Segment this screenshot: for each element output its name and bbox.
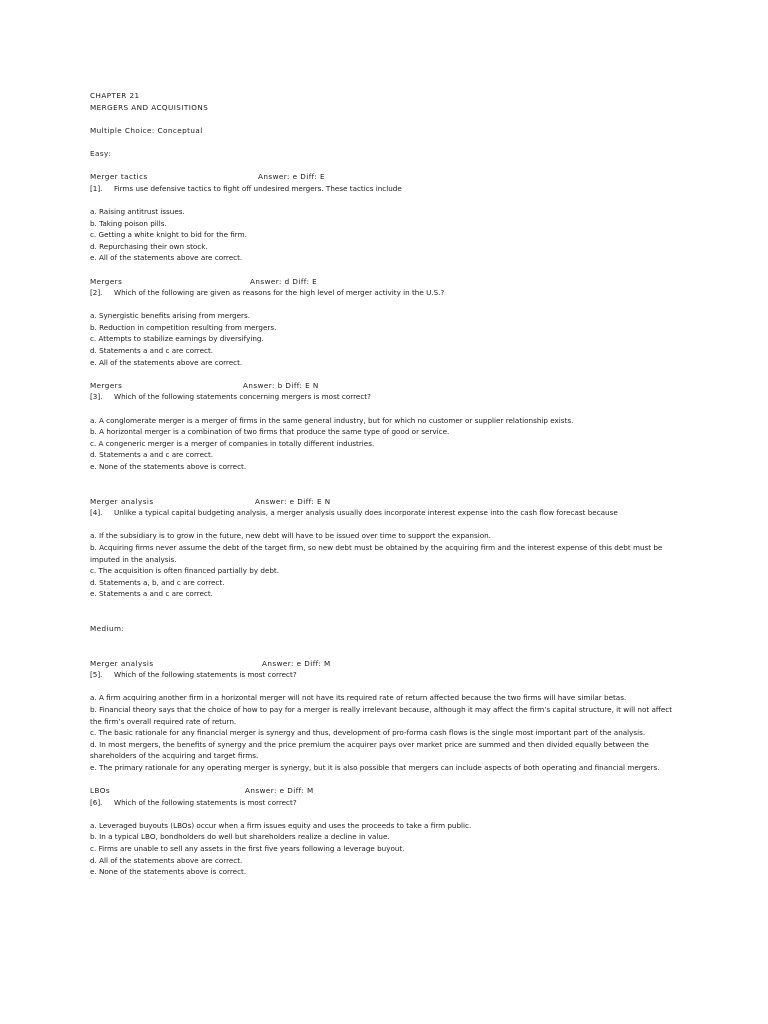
question-block <box>90 171 680 264</box>
answer-option: a. Leveraged buyouts (LBOs) occur when a firm issues equity and uses the proceeds to take a firm public. <box>90 820 472 830</box>
question-block <box>90 276 680 369</box>
chapter-label: CHAPTER 21 <box>90 91 140 100</box>
chapter-title: MERGERS AND ACQUISITIONS <box>90 102 209 112</box>
answer-key: Answer: e Diff: M <box>262 658 331 668</box>
difficulty-heading-easy: Easy: <box>90 148 112 158</box>
answer-option: c. Attempts to stabilize earnings by diversifying. <box>90 334 264 344</box>
question-text: Which of the following statements is most correct? <box>114 797 297 807</box>
difficulty-heading-medium: Medium: <box>90 623 125 633</box>
answer-option: e. All of the statements above are correct. <box>90 253 243 263</box>
answer-option: c. The basic rationale for any financial merger is synergy and thus, development of pro-forma cash flows is the single most important part of the analysis. <box>90 728 646 738</box>
answer-option: c. A congeneric merger is a merger of companies in totally different industries. <box>90 438 375 448</box>
question-block <box>90 658 680 774</box>
question-text: Which of the following statements is most correct? <box>114 670 297 680</box>
question-block <box>90 785 680 878</box>
document-content <box>90 90 680 878</box>
answer-option: c. The acquisition is often financed partially by debt. <box>90 566 280 576</box>
answer-option: a. A conglomerate merger is a merger of firms in the same general industry, but for which no customer or supplier relationship exists. <box>90 415 574 425</box>
question-number: [4]. <box>90 508 103 518</box>
question-number: [5]. <box>90 670 103 680</box>
answer-option: d. Statements a and c are correct. <box>90 450 214 460</box>
answer-option: d. Repurchasing their own stock. <box>90 241 208 251</box>
answer-option: d. Statements a and c are correct. <box>90 346 214 356</box>
question-number: [2]. <box>90 288 103 298</box>
question-text: Firms use defensive tactics to fight off undesired mergers. These tactics include <box>114 183 402 193</box>
question-text: Which of the following statements concerning mergers is most correct? <box>114 392 371 402</box>
answer-option: a. A firm acquiring another firm in a horizontal merger will not have its required rate of return affected because the two firms will have similar betas. <box>90 693 627 703</box>
answer-option: b. Taking poison pills. <box>90 218 167 228</box>
answer-option: a. Raising antitrust issues. <box>90 206 185 216</box>
question-topic: Merger tactics <box>90 172 148 182</box>
question-topic: Merger analysis <box>90 496 154 506</box>
question-topic: Mergers <box>90 380 123 390</box>
answer-option: e. None of the statements above is correct. <box>90 867 247 877</box>
answer-key: Answer: e Diff: E N <box>255 496 331 506</box>
answer-option: b. A horizontal merger is a combination of two firms that produce the same type of good or service. <box>90 427 450 437</box>
answer-key: Answer: e Diff: M <box>245 786 314 796</box>
answer-option: b. Financial theory says that the choice of how to pay for a merger is really irrelevant because, although it may affect the firm’s capital structure, it will not affect the firm’s overall required rate of return. <box>90 704 673 726</box>
answer-option: b. Reduction in competition resulting from mergers. <box>90 322 277 332</box>
question-text: Unlike a typical capital budgeting analysis, a merger analysis usually does incorporate interest expense into the cash flow forecast because <box>114 508 618 518</box>
question-topic: LBOs <box>90 786 111 796</box>
answer-option: a. Synergistic benefits arising from mergers. <box>90 311 251 321</box>
answer-option: a. If the subsidiary is to grow in the future, new debt will have to be issued over time to support the expansion. <box>90 531 491 541</box>
answer-option: e. Statements a and c are correct. <box>90 589 213 599</box>
answer-option: b. In a typical LBO, bondholders do well but shareholders realize a decline in value. <box>90 832 390 842</box>
answer-key: Answer: e Diff: E <box>258 172 325 182</box>
answer-option: c. Firms are unable to sell any assets in the first five years following a leverage buyout. <box>90 844 405 854</box>
answer-key: Answer: d Diff: E <box>250 276 318 286</box>
question-number: [3]. <box>90 392 103 402</box>
question-number: [1]. <box>90 183 103 193</box>
answer-option: e. None of the statements above is correct. <box>90 462 247 471</box>
question-topic: Mergers <box>90 276 123 286</box>
answer-option: d. Statements a, b, and c are correct. <box>90 577 225 587</box>
question-text: Which of the following are given as reasons for the high level of merger activity in the U.S.? <box>114 288 445 298</box>
question-number: [6]. <box>90 797 103 807</box>
answer-option: d. All of the statements above are correct. <box>90 855 243 865</box>
section-subtitle: Multiple Choice: Conceptual <box>90 125 203 135</box>
answer-option: d. In most mergers, the benefits of synergy and the price premium the acquirer pays over market price are summed and then divided equally between the shareholders of the acquiring and target firms. <box>90 739 649 761</box>
answer-option: c. Getting a white knight to bid for the firm. <box>90 230 247 240</box>
question-topic: Merger analysis <box>90 658 154 668</box>
answer-option: b. Acquiring firms never assume the debt of the target firm, so new debt must be obtained by the acquiring firm and the interest expense of this debt must be imputed in the analysis. <box>90 542 663 564</box>
question-block <box>90 380 680 473</box>
answer-option: e. The primary rationale for any operating merger is synergy, but it is also possible that mergers can include aspects of both operating and financial mergers. <box>90 762 660 772</box>
answer-option: e. All of the statements above are correct. <box>90 357 243 367</box>
answer-key: Answer: b Diff: E N <box>243 380 319 390</box>
question-block <box>90 496 680 600</box>
